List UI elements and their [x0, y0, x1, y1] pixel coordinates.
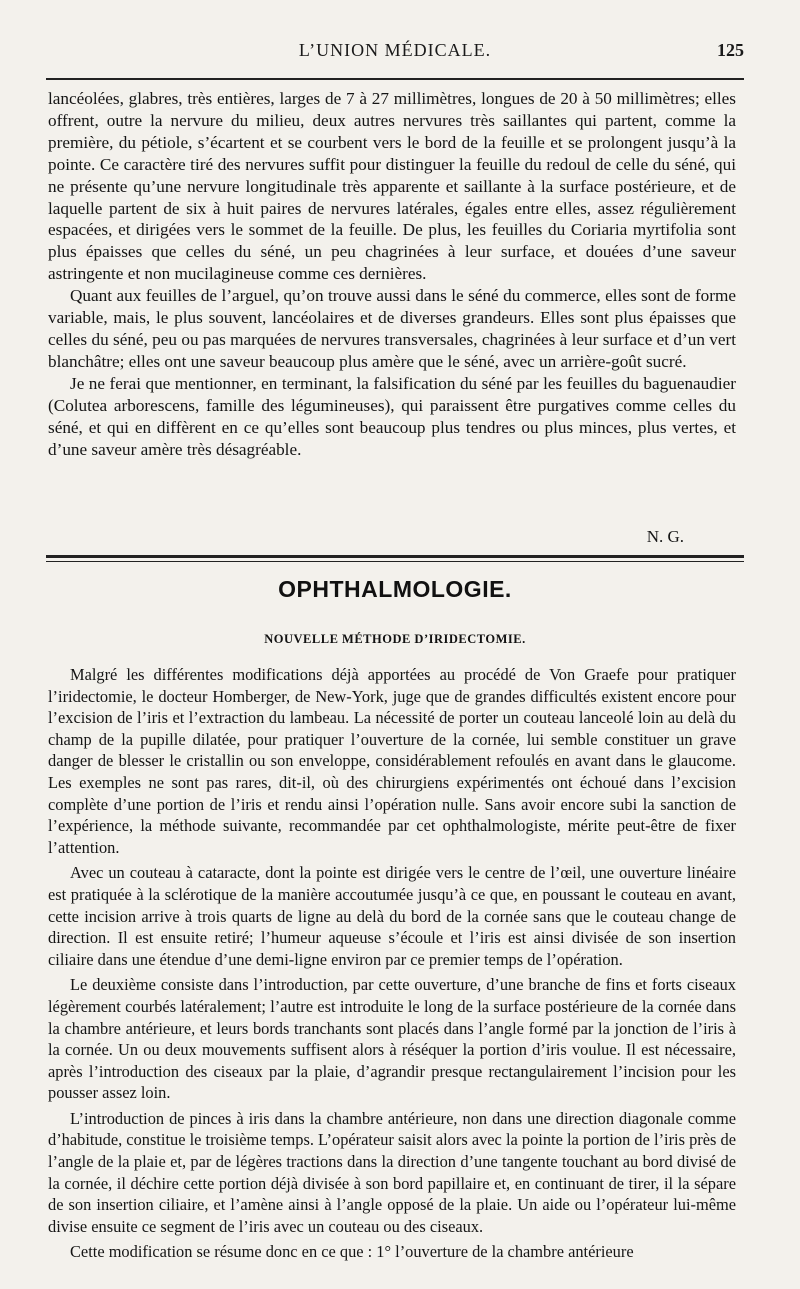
page-number: 125 — [717, 40, 744, 60]
author-signature: N. G. — [646, 527, 684, 546]
paragraph: lancéolées, glabres, très entières, larges de 7 à 27 millimètres, longues de 20 à 50 millimètres; elles offrent, outre la nervure du milieu, deux autres nervures très saillantes qui partent, comme la première, du pétiole, s’écartent et se courbent vers le bord de la feuille et se prolongent jusqu’à la pointe. Ce caractère tiré des nervures suffit pour distinguer la feuille du redoul de celle du séné, qui ne présente qu’une nervure longitudinale très apparente et saillante à la surface postérieure, et de laquelle partent de six à huit paires de nervures latérales, égales entre elles, assez régulièrement espacées, et dirigées vers le sommet de la feuille. De plus, les feuilles du Coriaria myrtifolia sont plus épaisses que celles du séné, un peu chagrinées à leur surface, et douées d’une saveur astringente et non mucilagineuse comme ces dernières. — [48, 89, 736, 284]
section-divider-thick — [46, 555, 744, 558]
paragraph: Malgré les différentes modifications déjà apportées au procédé de Von Graefe pour pratiquer l’iridectomie, le docteur Homberger, de New-York, juge que de grandes difficultés existent encore pour l’excision de l’iris et l’extraction du lambeau. La nécessité de porter un couteau lanceolé loin au delà du champ de la pupille dilatée, pour pratiquer l’ouverture de la cornée, lui semble constituer un grave danger de blesser le cristallin ou son enveloppe, considérablement refoulés en avant dans le glaucome. Les exemples ne sont pas rares, dit-il, où des chirurgiens expérimentés ont échoué dans l’excision complète d’une portion de l’iris et rendu ainsi l’opération nulle. Sans avoir encore subi la sanction de l’expérience, la méthode suivante, recommandée par cet ophthalmologiste, mérite peut-être de fixer l’attention. — [48, 665, 736, 857]
section-title: OPHTHALMOLOGIE. — [278, 576, 512, 602]
paragraph: Avec un couteau à cataracte, dont la pointe est dirigée vers le centre de l’œil, une ouverture linéaire est pratiquée à la sclérotique de la manière accoutumée jusqu’à ce que, en poussant le couteau en avant, cette incision arrive à trois quarts de ligne au delà du bord de la cornée sans que le couteau change de direction. Il est ensuite retiré; l’humeur aqueuse s’écoule et l’iris est ainsi divisée de son insertion ciliaire dans une étendue d’une demi-ligne environ par ce premier temps de l’opération. — [48, 863, 736, 969]
paragraph: Cette modification se résume donc en ce que : 1° l’ouverture de la chambre antérieure — [70, 1242, 634, 1262]
paragraph: Je ne ferai que mentionner, en terminant, la falsification du séné par les feuilles du baguenaudier (Colutea arborescens, famille des légumineuses), qui paraissent être purgatives comme celles du séné, et qui en diffèrent en ce qu’elles sont beaucoup plus tendres ou plus minces, plus vertes, et d’une saveur amère très désagréable. — [48, 373, 736, 459]
paragraph: L’introduction de pinces à iris dans la chambre antérieure, non dans une direction diagonale comme d’habitude, constitue le troisième temps. L’opérateur saisit alors avec la pointe la portion de l’iris près de l’angle de la plaie et, par de légères tractions dans la direction d’une tangente touchant au bord divisé de la cornée, il déchire cette portion déjà divisée à son bord papillaire et, en continuant de tirer, il la sépare de son insertion ciliaire, et l’amène ainsi à l’angle opposé de la plaie. Un aide ou l’opérateur lui-même divise ensuite ce segment de l’iris avec un couteau ou des ciseaux. — [48, 1108, 736, 1236]
paragraph: Quant aux feuilles de l’arguel, qu’on trouve aussi dans le séné du commerce, elles sont de forme variable, mais, le plus souvent, lancéolaires et de diverses grandeurs. Elles sont plus épaisses que celles du séné, peu ou pas marquées de nervures transversales, chagrinées à leur surface et d’un vert blanchâtre; elles ont une saveur beaucoup plus amère que le séné, avec un arrière-goût sucré. — [48, 286, 736, 371]
header-rule — [46, 78, 744, 80]
iridectomy-article-text — [48, 664, 736, 1263]
article-subtitle: NOUVELLE MÉTHODE D’IRIDECTOMIE. — [264, 632, 526, 646]
paragraph: Le deuxième consiste dans l’introduction, par cette ouverture, d’une branche de fins et forts ciseaux légèrement courbés latéralement; l’autre est introduite le long de la surface postérieure de la cornée dans la chambre antérieure, et leurs bords tranchants sont placés dans l’angle formé par la jonction de l’iris à la cornée. Un ou deux mouvements suffisent alors à réséquer la portion d’iris voulue. Il est nécessaire, après l’introduction des ciseaux par la plaie, d’agrandir presque rectangulairement l’incision pour les pousser assez loin. — [48, 975, 736, 1103]
section-divider-thin — [46, 561, 744, 562]
journal-title: L’UNION MÉDICALE. — [298, 40, 492, 60]
senna-article-text — [48, 88, 736, 460]
running-header — [46, 40, 744, 68]
